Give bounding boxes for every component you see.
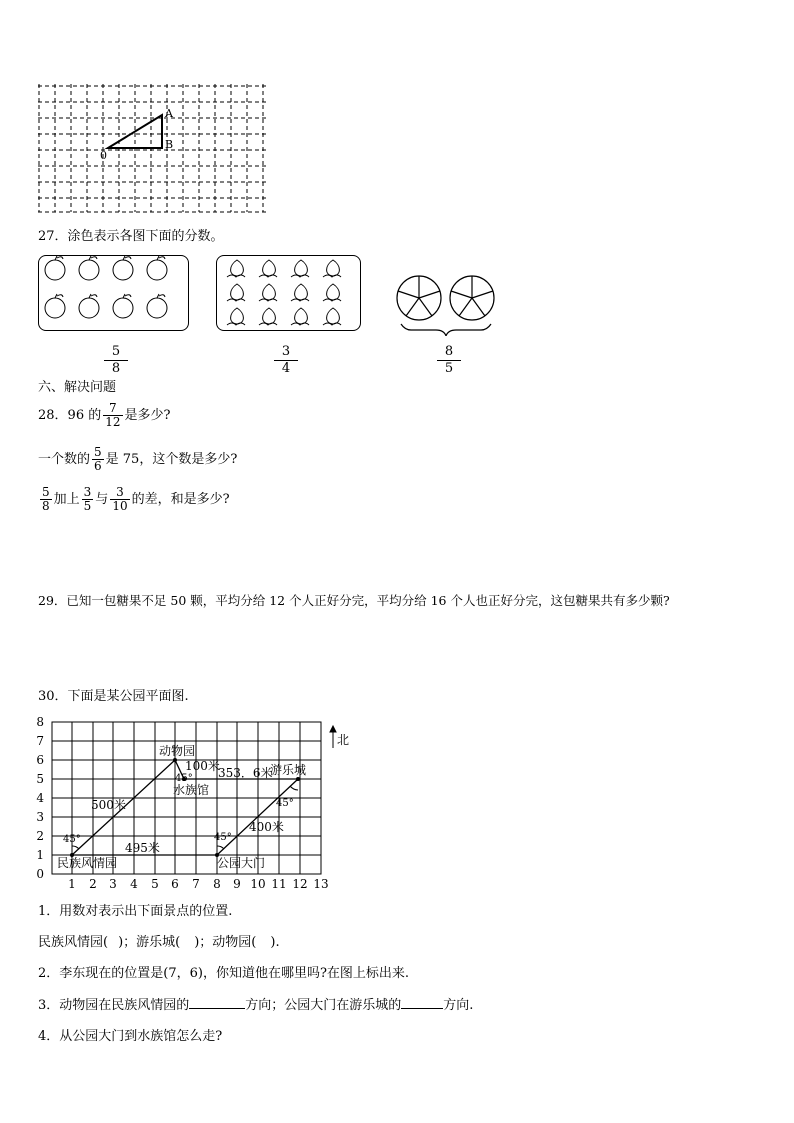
label-folk-garden: 民族风情园 [57,856,118,870]
fraction-8-5: $\frac{8}{5}$ [437,344,461,377]
q28-line2: 一个数的 $\frac{5}{6}$ 是 75，这个数是多少? [38,445,238,473]
angle-45-zoo: 45° [175,773,193,784]
fraction-5-8: $\frac{5}{8}$ [104,344,128,377]
fraction-3-4: $\frac{3}{4}$ [274,344,298,377]
park-map [30,714,360,894]
x-tick-1: 1 [68,877,76,891]
x-tick-8: 8 [213,877,221,891]
x-tick-2: 2 [89,877,97,891]
label-500m: 500米 [91,798,126,812]
y-tick-5: 5 [36,772,44,786]
q30-sub4: 4．从公园大门到水族馆怎么走? [38,1029,223,1044]
x-tick-5: 5 [151,877,159,891]
angle-45-folk: 45° [63,834,81,845]
label-353m: 353．6米 [218,766,273,780]
x-tick-7: 7 [192,877,200,891]
label-zoo: 动物园 [159,744,196,758]
angle-45-playground: 45° [276,798,294,809]
point-b-label: B [165,138,174,151]
point-o-label: 0 [100,149,107,162]
y-tick-0: 0 [36,867,44,881]
y-tick-3: 3 [36,810,44,824]
label-park-gate: 公园大门 [217,856,266,870]
circles-figure [392,270,502,336]
q30-sub1-fill: 民族风情园( )；游乐城( )；动物园( ). [38,935,280,950]
q30-sub3: 3．动物园在民族风情园的 方向；公园大门在游乐城的 方向. [38,998,474,1013]
label-100m: 100米 [185,759,220,773]
answer-blank-1[interactable] [189,1008,245,1009]
q30-title: 30．下面是某公园平面图. [38,689,189,704]
label-aquarium: 水族馆 [173,783,210,797]
q27-title: 27．涂色表示各图下面的分数。 [38,229,224,244]
x-tick-9: 9 [233,877,241,891]
q28-line3: $\frac{5}{8}$ 加上 $\frac{3}{5}$ 与 $\frac{3}{10}$ 的差，和是多少? [42,485,230,513]
x-tick-11: 11 [271,877,287,891]
label-400m: 400米 [249,820,284,834]
y-tick-1: 1 [36,848,44,862]
x-tick-10: 10 [250,877,266,891]
x-tick-4: 4 [130,877,138,891]
q28-line1: 28．96 的 $\frac{7}{12}$ 是多少? [38,401,171,429]
apple-icons [39,256,188,330]
point-a-label: A [165,107,173,120]
grid-triangle-figure [34,82,274,214]
x-tick-3: 3 [109,877,117,891]
north-label: 北 [337,733,350,747]
y-tick-4: 4 [36,791,44,805]
label-495m: 495米 [125,841,160,855]
y-tick-7: 7 [36,734,44,748]
peach-icons [217,256,360,330]
x-tick-6: 6 [171,877,179,891]
section-6-title: 六、解决问题 [38,380,117,395]
q30-sub1: 1．用数对表示出下面景点的位置. [38,904,233,919]
q29-text: 29．已知一包糖果不足 50 颗，平均分给 12 个人正好分完，平均分给 16 个人也正好分完，这包糖果共有多少颗? [38,593,670,608]
peaches-box [216,255,361,331]
answer-blank-2[interactable] [401,1008,443,1009]
x-tick-12: 12 [292,877,308,891]
q30-sub2: 2．李东现在的位置是(7，6)，你知道他在哪里吗?在图上标出来. [38,966,410,981]
x-tick-13: 13 [313,877,329,891]
apples-box [38,255,189,331]
y-tick-6: 6 [36,753,44,767]
y-tick-8: 8 [36,715,44,729]
label-playground: 游乐城 [270,763,307,777]
y-tick-2: 2 [36,829,44,843]
angle-45-gate: 45° [214,832,232,843]
